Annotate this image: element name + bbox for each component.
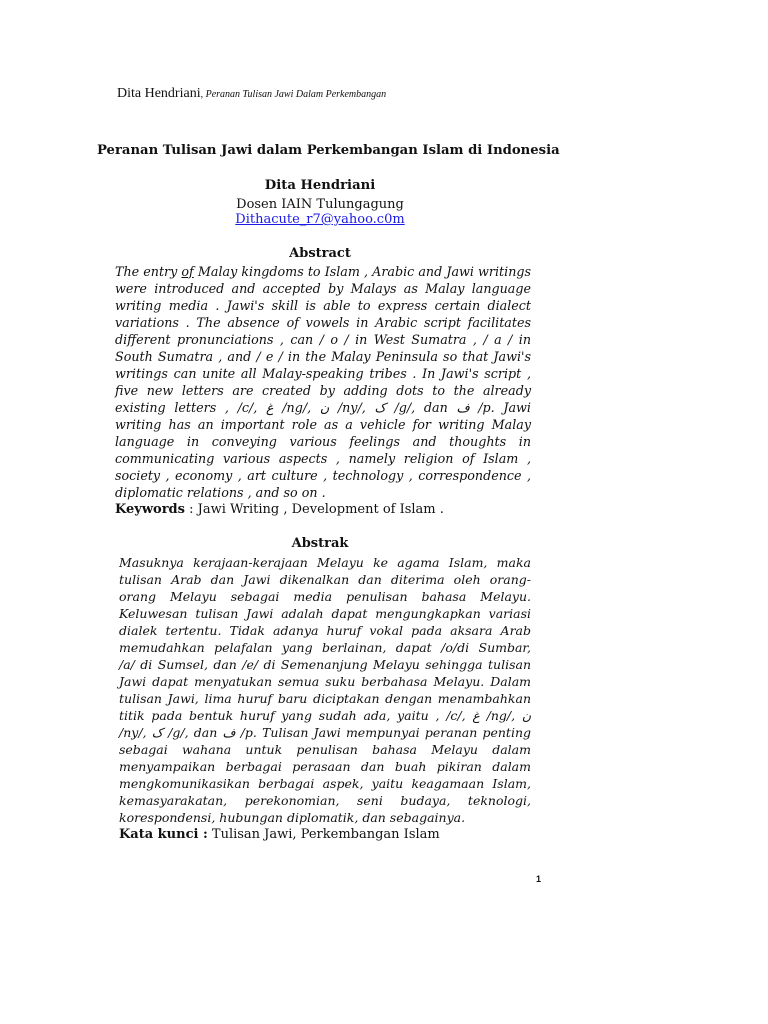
abstract-en-line: five new letters are created by adding dots to the already <box>115 383 531 398</box>
abstract-en-line: society , economy , art culture , technology , correspondence , <box>115 468 531 483</box>
keywords-id <box>119 826 531 843</box>
abstract-en-line: South Sumatra , and / e / in the Malay Peninsula so that Jawi's <box>115 349 531 364</box>
author-name: Dita Hendriani <box>264 178 376 193</box>
abstract-id-line: mengkomunikasikan berbagai aspek, yaitu keagamaan Islam, <box>119 776 531 791</box>
abstract-id-line: sebagai wahana untuk penulisan bahasa Melayu dalam <box>119 742 531 757</box>
abstract-id-line: kemasyarakatan, perekonomian, seni budaya, teknologi, <box>119 793 531 808</box>
page-number: 1 <box>536 874 542 884</box>
paper-title: Peranan Tulisan Jawi dalam Perkembangan Islam di Indonesia <box>97 143 560 158</box>
abstract-en-line: writings can unite all Malay-speaking tribes . In Jawi's script , <box>115 366 531 381</box>
abstract-en-line: communicating various aspects , namely religion of Islam , <box>115 451 531 466</box>
abstract-id-line: Masuknya kerajaan-kerajaan Melayu ke agama Islam, maka <box>119 555 531 570</box>
abstract-en-line: different pronunciations , can / o / in West Sumatra , / a / in <box>115 332 531 347</box>
abstract-id-line: menyampaikan berbagai perasaan dan buah pikiran dalam <box>119 759 531 774</box>
abstract-id-line: tulisan Arab dan Jawi dikenalkan dan diterima oleh orang- <box>119 572 531 587</box>
abstract-en-line: existing letters , /c/, غ /ng/, ن /ny/, ک /g/, dan ف /p. Jawi <box>115 400 531 415</box>
abstract-id-line: korespondensi, hubungan diplomatik, dan sebagainya. <box>119 810 466 825</box>
running-head-author: Dita Hendriani <box>117 86 201 101</box>
abstract-en-line: diplomatic relations , and so on . <box>115 485 326 500</box>
abstract-en-line: writing has an important role as a vehicle for writing Malay <box>115 417 531 432</box>
keywords-en-text: : Jawi Writing , Development of Islam . <box>184 502 444 517</box>
abstract-en-line: The entry of Malay kingdoms to Islam , Arabic and Jawi writings <box>115 264 531 279</box>
abstract-en-heading: Abstract <box>289 246 351 261</box>
abstract-id-line: memudahkan pelafalan yang berlainan, dapat /o/di Sumbar, <box>119 640 531 655</box>
keywords-id-text: Tulisan Jawi, Perkembangan Islam <box>207 827 440 842</box>
abstract-id-line: tulisan Jawi, lima huruf baru diciptakan dengan menambahkan <box>119 691 531 706</box>
abstract-id <box>119 554 531 843</box>
abstract-id-line: Keluwesan tulisan Jawi adalah dapat mengungkapkan variasi <box>119 606 531 621</box>
abstract-en-line: writing media . Jawi's skill is able to express certain dialect <box>115 298 531 313</box>
abstract-id-line: orang Melayu sebagai media penulisan bahasa Melayu. <box>119 589 531 604</box>
abstract-id-heading: Abstrak <box>291 536 349 551</box>
keywords-en-label: Keywords <box>115 502 185 517</box>
abstract-id-line: /ny/, ک /g/, dan ف /p. Tulisan Jawi mempunyai peranan penting <box>119 725 531 740</box>
keywords-en <box>115 501 531 518</box>
abstract-en <box>115 263 531 518</box>
abstract-id-line: dialek tertentu. Tidak adanya huruf vokal pada aksara Arab <box>119 623 531 638</box>
abstract-en-line: variations . The absence of vowels in Arabic script facilitates <box>115 315 531 330</box>
abstract-en-line: were introduced and accepted by Malays as Malay language <box>115 281 531 296</box>
abstract-id-line: titik pada bentuk huruf yang sudah ada, yaitu , /c/, غ /ng/, ن <box>119 708 532 723</box>
running-head-title: , Peranan Tulisan Jawi Dalam Perkembangan <box>200 89 387 100</box>
abstract-id-line: /a/ di Sumsel, dan /e/ di Semenanjung Melayu sehingga tulisan <box>119 657 531 672</box>
abstract-id-line: Jawi dapat menyatukan semua suku berbahasa Melayu. Dalam <box>119 674 531 689</box>
author-email-link[interactable]: Dithacute_r7@yahoo.c0m <box>235 212 405 227</box>
abstract-en-line: language in conveying various feelings and thoughts in <box>115 434 531 449</box>
author-affiliation: Dosen IAIN Tulungagung <box>236 197 404 212</box>
keywords-id-label: Kata kunci : <box>119 827 208 842</box>
underlined-word: of <box>181 264 194 279</box>
running-head <box>117 86 677 102</box>
